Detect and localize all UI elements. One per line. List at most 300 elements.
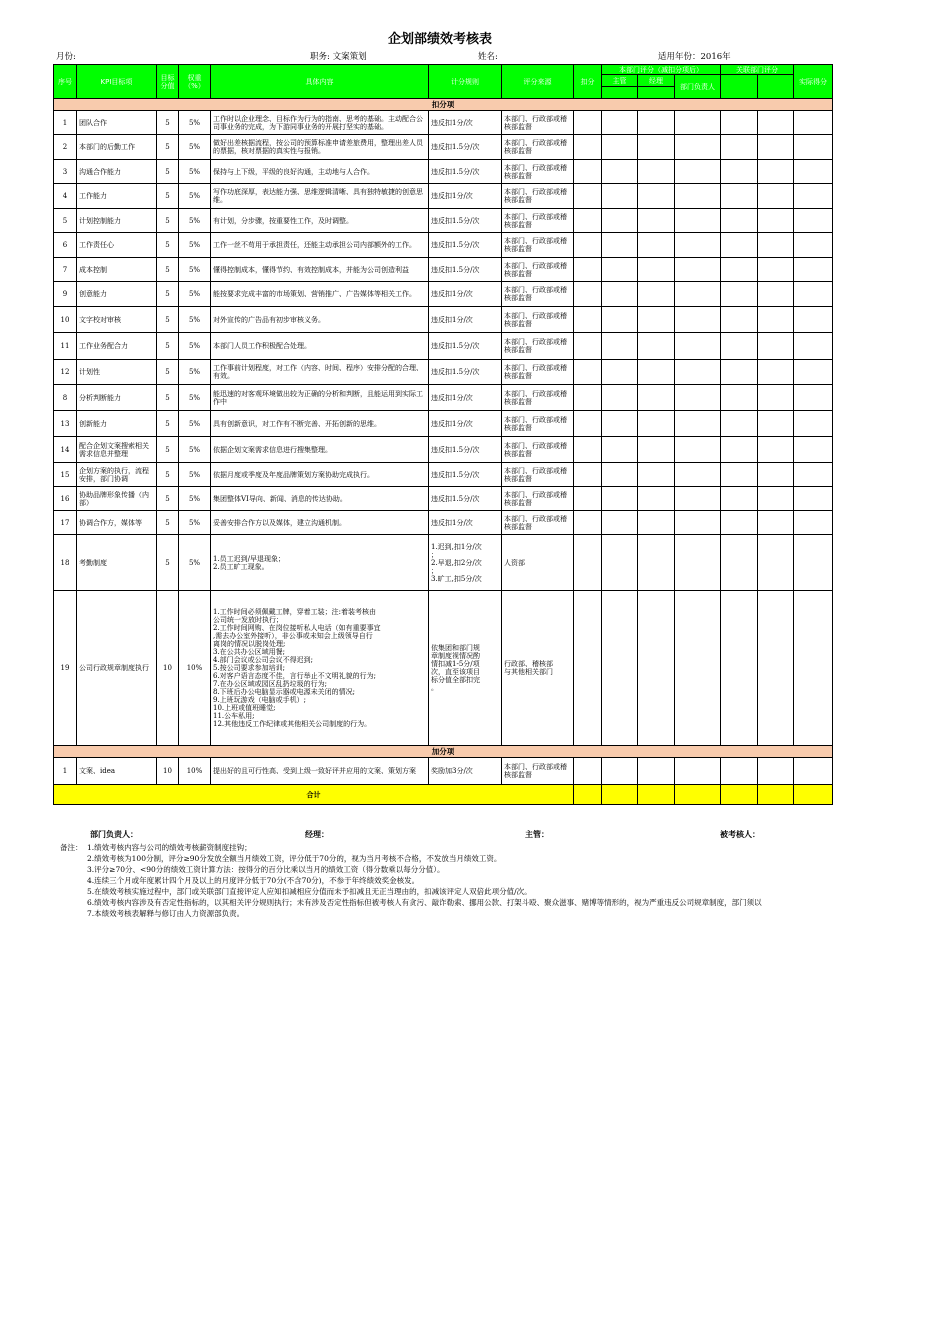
year-label: 适用年份：2016年 [658,52,731,62]
header-manager: 经理 [638,75,675,87]
table-row [54,360,833,385]
cell-rule: 违反扣1.5分/次 [429,487,502,511]
cell-weight: 5% [179,135,211,160]
cell-content: 写作功底深厚，表达能力强、思维逻辑清晰、具有独特敏捷的创意思维。 [211,184,429,209]
sig-dept-head: 部门负责人： [90,830,138,839]
score-cell[interactable] [758,360,794,385]
header-supervisor: 主管 [602,75,638,87]
table-row [54,184,833,209]
cell-no: 15 [54,463,77,487]
note-item: 3.评分≥70分、<90分的绩效工资计算方法：按得分的百分比乘以当月的绩效工资（得分数乘以每分分值）。 [87,865,445,874]
score-cell[interactable] [574,282,602,307]
cell-no: 4 [54,184,77,209]
score-cell[interactable] [794,135,833,160]
cell-kpi: 协调合作方，媒体等 [77,511,157,535]
score-cell[interactable] [675,437,721,463]
cell-weight: 5% [179,233,211,258]
cell-content: 能按要求完成丰富的市场策划、营销推广、广告媒体等相关工作。 [211,282,429,307]
cell-kpi: 配合企划文案搜索相关需求信息并整理 [77,437,157,463]
score-cell[interactable] [602,307,638,333]
score-cell[interactable] [794,437,833,463]
score-cell[interactable] [675,135,721,160]
cell-weight: 5% [179,258,211,282]
score-cell[interactable] [602,411,638,437]
cell-content: 懂得控制成本，懂得节约、有效控制成本，并能为公司创造利益 [211,258,429,282]
header-content: 具体内容 [211,65,429,99]
cell-rule: 违反扣1分/次 [429,111,502,135]
cell-rule: 违反扣1.5分/次 [429,160,502,184]
score-cell[interactable] [638,463,675,487]
score-cell[interactable] [675,307,721,333]
header-deduct: 扣分 [574,65,602,99]
score-cell[interactable] [574,111,602,135]
score-cell[interactable] [602,282,638,307]
score-cell[interactable] [758,111,794,135]
kpi-table [53,64,833,805]
score-cell[interactable] [758,511,794,535]
cell-rule: 违反扣1分/次 [429,282,502,307]
score-cell[interactable] [602,233,638,258]
cell-kpi: 沟通合作能力 [77,160,157,184]
cell-weight: 5% [179,282,211,307]
section-bonus: 加分项 [54,746,833,758]
score-cell[interactable] [721,233,758,258]
table-row [54,135,833,160]
score-cell[interactable] [721,209,758,233]
cell-rule: 违反扣1.5分/次 [429,209,502,233]
cell-rule: 违反扣1分/次 [429,307,502,333]
position-label: 职务: 文案策划 [310,52,367,62]
cell-content: 工作事前计划程度，对工作（内容、时间、程序）安排分配的合理、有效。 [211,360,429,385]
attendance-rule: 1.迟到,扣1分/次 ； 2.早退,扣2分/次 ； 3.旷工,扣5分/次 [429,535,502,591]
note-item: 1.绩效考核内容与公司的绩效考核薪资制度挂钩； [87,843,252,852]
cell-kpi: 协助品牌形象传播（内部） [77,487,157,511]
table-row [54,258,833,282]
sig-appraisee: 被考核人： [720,830,760,839]
notes-list [87,842,762,919]
cell-no: 12 [54,360,77,385]
table-row: 18 考勤制度 5 5% 1.员工迟到/早退现象； 2.员工旷工现象。 1.迟到,扣1分/次 ； 2.早退,扣2分/次 ； 3.旷工,扣5分/次 人资部 [54,535,833,591]
header-kpi: KPI目标项 [77,65,157,99]
cell-source: 本部门、行政部或稽核部监督 [502,333,574,360]
cell-score: 5 [157,333,179,360]
cell-kpi: 工作责任心 [77,233,157,258]
score-cell[interactable] [758,437,794,463]
table-row [54,233,833,258]
table-row: 19 公司行政规章制度执行 10 10% 1.工作时间必须佩戴工牌，穿着工装；注:着装考核由 公司统一发放时执行； 2.工作时间网购、在岗位接听私人电话（如有重要事宜 ,需去办公室外接听），非公事或未知会上级领导自行 离岗的情况以脱岗处理; 3.在公共办公区域用餐; 4.部门会议或公司会议不得迟到; 5.按公司要求参加培训; 6.对客户语言态度不佳，言行举止不文明礼貌的行为; 7.在办公区域或园区乱扔垃圾的行为; 8.下班后办公电脑显示器或电源未关闭的情况; 9.上班玩游戏（电脑或手机）; 10.上班或值班睡觉; 11.公车私用; 12.其他违反工作纪律或其他相关公司制度的行为。 依集团和部门规 章制度视情况酌 情扣减1-5分/项 次，直至该项目 标分值全部扣完 。 行政部、稽核部 与其他相关部门 [54,591,833,746]
cell-score: 5 [157,258,179,282]
score-cell[interactable] [638,184,675,209]
cell-rule: 违反扣1分/次 [429,385,502,411]
admin-rule: 依集团和部门规 章制度视情况酌 情扣减1-5分/项 次，直至该项目 标分值全部扣完 。 [429,591,502,746]
header-dept-head: 部门负责人 [675,75,721,99]
header-source: 评分来源 [502,65,574,99]
score-cell[interactable] [794,160,833,184]
header-no: 序号 [54,65,77,99]
score-cell[interactable] [675,111,721,135]
score-cell[interactable] [574,258,602,282]
score-cell[interactable] [721,258,758,282]
score-cell[interactable] [638,360,675,385]
score-cell[interactable] [602,111,638,135]
cell-score: 5 [157,463,179,487]
score-cell[interactable] [574,307,602,333]
cell-source: 本部门、行政部或稽核部监督 [502,111,574,135]
cell-content: 对外宣传的广告品有初步审核义务。 [211,307,429,333]
admin-content: 1.工作时间必须佩戴工牌，穿着工装；注:着装考核由 公司统一发放时执行； 2.工作时间网购、在岗位接听私人电话（如有重要事宜 ,需去办公室外接听），非公事或未知会上级领导自行 离岗的情况以脱岗处理; 3.在公共办公区域用餐; 4.部门会议或公司会议不得迟到; 5.按公司要求参加培训; 6.对客户语言态度不佳，言行举止不文明礼貌的行为; 7.在办公区域或园区乱扔垃圾的行为; 8.下班后办公电脑显示器或电源未关闭的情况; 9.上班玩游戏（电脑或手机）; 10.上班或值班睡觉; 11.公车私用; 12.其他违反工作纪律或其他相关公司制度的行为。 [211,591,429,746]
score-cell[interactable] [794,411,833,437]
cell-kpi: 企划方案的执行，流程安排，部门协调 [77,463,157,487]
score-cell[interactable] [721,385,758,411]
cell-kpi: 创意能力 [77,282,157,307]
cell-weight: 5% [179,209,211,233]
cell-rule: 违反扣1分/次 [429,411,502,437]
score-cell[interactable] [721,360,758,385]
table-row: 1 文案、idea 10 10% 提出好的且可行性高、受到上级一致好评并应用的文案、策划方案 奖励加3分/次 本部门、行政部或稽核部监督 [54,758,833,785]
note-item: 6.绩效考核内容涉及有否定性指标的，以其相关评分规则执行；未有涉及否定性指标但被考核人有贪污、敲诈勒索、挪用公款、打架斗殴、聚众滋事、赌博等情形的，视为严重违反公司规章制度，部门须以 [87,898,762,907]
header-target: 目标分值 [157,65,179,99]
score-cell[interactable] [721,160,758,184]
cell-no: 1 [54,111,77,135]
cell-kpi: 成本控制 [77,258,157,282]
table-row [54,307,833,333]
score-cell[interactable] [758,135,794,160]
score-cell[interactable] [638,307,675,333]
score-cell[interactable] [794,258,833,282]
note-item: 5.在绩效考核实施过程中，部门或关联部门直接评定人应知扣减相应分值而未予扣减且无正当理由的，扣减该评定人双倍此项分值/次。 [87,887,532,896]
cell-weight: 5% [179,385,211,411]
cell-source: 本部门、行政部或稽核部监督 [502,233,574,258]
score-cell[interactable] [758,184,794,209]
attendance-content: 1.员工迟到/早退现象； 2.员工旷工现象。 [211,535,429,591]
score-cell[interactable] [574,487,602,511]
cell-weight: 5% [179,487,211,511]
cell-score: 5 [157,184,179,209]
notes-label: 备注： [60,843,83,852]
cell-no: 5 [54,209,77,233]
score-cell[interactable] [602,160,638,184]
cell-rule: 违反扣1.5分/次 [429,437,502,463]
cell-no: 17 [54,511,77,535]
table-row [54,511,833,535]
score-cell[interactable] [758,487,794,511]
score-cell[interactable] [758,411,794,437]
cell-no: 10 [54,307,77,333]
score-cell[interactable] [638,258,675,282]
score-cell[interactable] [574,463,602,487]
cell-weight: 5% [179,307,211,333]
cell-content: 做好出差核据流程，按公司的预算标准申请差旅费用，整理出差人员的票据，核对票据的真实性与报销。 [211,135,429,160]
score-cell[interactable] [721,463,758,487]
score-cell[interactable] [602,487,638,511]
note-item: 7.本绩效考核表解释与修订由人力资源部负责。 [87,909,245,918]
cell-weight: 5% [179,463,211,487]
cell-rule: 违反扣1.5分/次 [429,135,502,160]
score-cell[interactable] [794,487,833,511]
score-cell[interactable] [574,360,602,385]
score-cell[interactable] [574,135,602,160]
score-cell[interactable] [794,463,833,487]
cell-no: 3 [54,160,77,184]
total-label: 合计 [54,785,574,805]
score-cell[interactable] [638,282,675,307]
cell-source: 本部门、行政部或稽核部监督 [502,160,574,184]
score-cell[interactable] [602,385,638,411]
cell-score: 5 [157,385,179,411]
cell-kpi: 计划控制能力 [77,209,157,233]
score-cell[interactable] [721,437,758,463]
score-cell[interactable] [602,135,638,160]
score-cell[interactable] [794,282,833,307]
score-cell[interactable] [675,463,721,487]
header-weight: 权重（%） [179,65,211,99]
cell-kpi: 文字校对审核 [77,307,157,333]
score-cell[interactable] [574,184,602,209]
score-cell[interactable] [574,333,602,360]
score-cell[interactable] [721,411,758,437]
cell-no: 11 [54,333,77,360]
score-cell[interactable] [602,463,638,487]
cell-source: 本部门、行政部或稽核部监督 [502,135,574,160]
note-item: 2.绩效考核为100分制，评分≥90分发放全额当月绩效工资，评分低于70分的，视为当月考核不合格，不发放当月绩效工资。 [87,854,502,863]
cell-rule: 违反扣1.5分/次 [429,258,502,282]
score-cell[interactable] [602,209,638,233]
score-cell[interactable] [638,135,675,160]
score-cell[interactable] [721,333,758,360]
table-row [54,411,833,437]
cell-content: 本部门人员工作积极配合处理。 [211,333,429,360]
score-cell[interactable] [574,209,602,233]
score-cell[interactable] [638,333,675,360]
cell-source: 本部门、行政部或稽核部监督 [502,511,574,535]
table-row [54,385,833,411]
cell-score: 5 [157,135,179,160]
cell-rule: 违反扣1.5分/次 [429,463,502,487]
score-cell[interactable] [758,385,794,411]
score-cell[interactable] [721,282,758,307]
cell-content: 保持与上下级，平级的良好沟通，主动地与人合作。 [211,160,429,184]
header-actual: 实际得分 [794,65,833,99]
score-cell[interactable] [574,160,602,184]
score-cell[interactable] [638,487,675,511]
table-row [54,463,833,487]
score-cell[interactable] [675,511,721,535]
cell-kpi: 本部门的后勤工作 [77,135,157,160]
cell-score: 5 [157,360,179,385]
page-title: 企划部绩效考核表 [387,32,492,47]
cell-no: 2 [54,135,77,160]
score-cell[interactable] [574,385,602,411]
cell-content: 具有创新意识，对工作有不断完善、开拓创新的思维。 [211,411,429,437]
score-cell[interactable] [721,487,758,511]
cell-weight: 5% [179,160,211,184]
cell-content: 有计划，分步骤，按重要性工作，及时调整。 [211,209,429,233]
score-cell[interactable] [721,511,758,535]
header-related-eval: 关联部门评分 [721,65,794,75]
score-cell[interactable] [602,437,638,463]
score-cell[interactable] [675,209,721,233]
score-cell[interactable] [638,111,675,135]
total-row [54,785,833,805]
header-rule: 计分规则 [429,65,502,99]
score-cell[interactable] [794,360,833,385]
cell-content: 工作一丝不苟用于承担责任，还能主动承担公司内部额外的工作。 [211,233,429,258]
cell-weight: 5% [179,360,211,385]
cell-no: 16 [54,487,77,511]
cell-score: 5 [157,282,179,307]
score-cell[interactable] [758,233,794,258]
cell-rule: 违反扣1.5分/次 [429,360,502,385]
table-row [54,160,833,184]
cell-kpi: 创新能力 [77,411,157,437]
cell-score: 5 [157,233,179,258]
score-cell[interactable] [675,233,721,258]
score-cell[interactable] [574,511,602,535]
cell-score: 5 [157,437,179,463]
table-row [54,437,833,463]
cell-kpi: 分析判断能力 [77,385,157,411]
score-cell[interactable] [794,184,833,209]
cell-score: 5 [157,511,179,535]
cell-source: 本部门、行政部或稽核部监督 [502,463,574,487]
cell-source: 本部门、行政部或稽核部监督 [502,307,574,333]
score-cell[interactable] [794,333,833,360]
header-dept-eval: 本部门评分（减扣分项后） [602,65,721,75]
score-cell[interactable] [794,511,833,535]
cell-score: 5 [157,111,179,135]
cell-score: 5 [157,487,179,511]
cell-no: 13 [54,411,77,437]
section-deduct: 扣分项 [54,99,833,111]
cell-content: 能迅速的对客观环境做出较为正确的分析和判断，且能运用到实际工作中 [211,385,429,411]
score-cell[interactable] [675,333,721,360]
score-cell[interactable] [794,111,833,135]
score-cell[interactable] [758,307,794,333]
sig-supervisor: 主管： [525,830,549,839]
cell-rule: 违反扣1分/次 [429,184,502,209]
score-cell[interactable] [638,233,675,258]
cell-score: 5 [157,411,179,437]
score-cell[interactable] [675,385,721,411]
admin-source: 行政部、稽核部 与其他相关部门 [502,591,574,746]
cell-rule: 违反扣1分/次 [429,511,502,535]
score-cell[interactable] [675,487,721,511]
cell-kpi: 工作业务配合力 [77,333,157,360]
score-cell[interactable] [794,385,833,411]
score-cell[interactable] [638,437,675,463]
score-cell[interactable] [602,258,638,282]
cell-rule: 违反扣1.5分/次 [429,233,502,258]
score-cell[interactable] [574,233,602,258]
table-row [54,282,833,307]
cell-source: 本部门、行政部或稽核部监督 [502,385,574,411]
score-cell[interactable] [794,307,833,333]
cell-source: 本部门、行政部或稽核部监督 [502,437,574,463]
cell-no: 9 [54,282,77,307]
table-row [54,487,833,511]
cell-weight: 5% [179,184,211,209]
score-cell[interactable] [721,307,758,333]
score-cell[interactable] [574,437,602,463]
cell-content: 妥善安排合作方以及媒体，建立沟通机制。 [211,511,429,535]
score-cell[interactable] [675,160,721,184]
cell-content: 集团整体VI导向、新闻、消息的传达协助。 [211,487,429,511]
cell-source: 本部门、行政部或稽核部监督 [502,282,574,307]
cell-no: 14 [54,437,77,463]
sig-manager: 经理： [305,830,329,839]
score-cell[interactable] [675,184,721,209]
score-cell[interactable] [602,184,638,209]
cell-kpi: 计划性 [77,360,157,385]
score-cell[interactable] [794,233,833,258]
score-cell[interactable] [721,135,758,160]
cell-no: 7 [54,258,77,282]
cell-kpi: 团队合作 [77,111,157,135]
score-cell[interactable] [574,411,602,437]
cell-score: 5 [157,160,179,184]
score-cell[interactable] [758,463,794,487]
table-row [54,333,833,360]
cell-rule: 违反扣1.5分/次 [429,333,502,360]
cell-source: 本部门、行政部或稽核部监督 [502,184,574,209]
note-item: 4.连续三个月或年度累计四个月及以上的月度评分低于70分(不含70分)，不参于年终绩效奖金核发。 [87,876,420,885]
score-cell[interactable] [675,411,721,437]
score-cell[interactable] [638,411,675,437]
cell-content: 工作时以企业理念、目标作为行为的指南、思考的基础。主动配合公司事业务的完成，为下游同事业务的开展打坚实的基础。 [211,111,429,135]
cell-content: 依据企划文案需求信息进行搜集整理。 [211,437,429,463]
name-label: 姓名: [478,52,498,62]
cell-weight: 5% [179,333,211,360]
cell-source: 本部门、行政部或稽核部监督 [502,258,574,282]
score-cell[interactable] [721,184,758,209]
score-cell[interactable] [638,209,675,233]
cell-weight: 5% [179,511,211,535]
score-cell[interactable] [794,209,833,233]
score-cell[interactable] [675,282,721,307]
month-label: 月份: [56,52,76,62]
score-cell[interactable] [758,258,794,282]
cell-score: 5 [157,209,179,233]
score-cell[interactable] [602,333,638,360]
cell-weight: 5% [179,437,211,463]
score-cell[interactable] [602,511,638,535]
cell-no: 6 [54,233,77,258]
cell-no: 8 [54,385,77,411]
score-cell[interactable] [721,111,758,135]
score-cell[interactable] [675,360,721,385]
cell-weight: 5% [179,111,211,135]
cell-weight: 5% [179,411,211,437]
score-cell[interactable] [675,258,721,282]
table-row [54,111,833,135]
score-cell[interactable] [638,511,675,535]
score-cell[interactable] [602,360,638,385]
score-cell[interactable] [758,209,794,233]
cell-content: 依据月度或季度及年度品牌策划方案协助完成执行。 [211,463,429,487]
score-cell[interactable] [758,160,794,184]
cell-kpi: 工作能力 [77,184,157,209]
score-cell[interactable] [758,333,794,360]
score-cell[interactable] [638,385,675,411]
table-row [54,209,833,233]
cell-source: 本部门、行政部或稽核部监督 [502,411,574,437]
score-cell[interactable] [638,160,675,184]
cell-score: 5 [157,307,179,333]
score-cell[interactable] [758,282,794,307]
cell-source: 本部门、行政部或稽核部监督 [502,487,574,511]
cell-source: 本部门、行政部或稽核部监督 [502,360,574,385]
cell-source: 本部门、行政部或稽核部监督 [502,209,574,233]
